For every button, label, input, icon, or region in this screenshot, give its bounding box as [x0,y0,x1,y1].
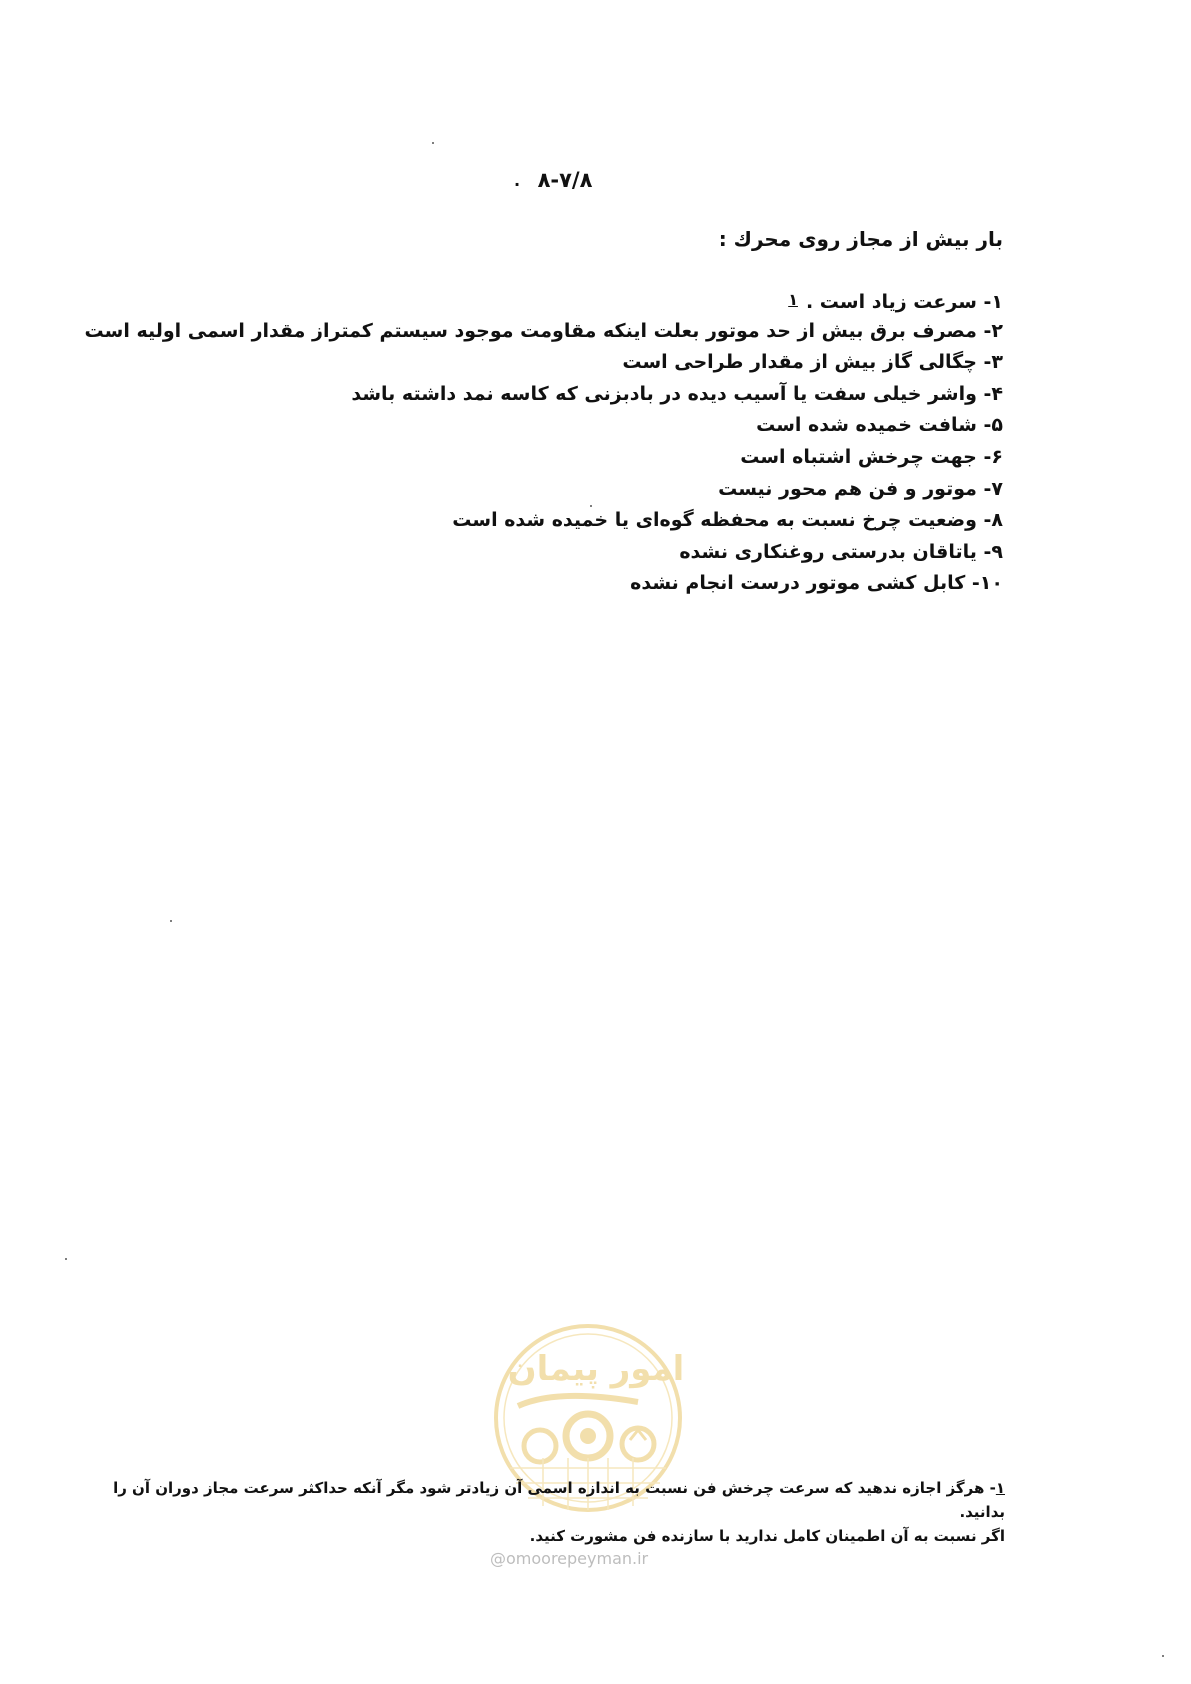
list-item: ۲- مصرف برق بیش از حد موتور بعلت اینکه مقاومت موجود سیستم کمتراز مقدار اسمی اولیه است [84,319,1003,342]
scan-speck [590,505,592,507]
list-item: ۶- جهت چرخش اشتباه است [740,445,1003,468]
list-item [63,284,1003,316]
watermark-text: امور پیمان [507,1349,685,1389]
list-item: ۵- شافت خمیده شده است [756,414,1003,437]
footnote-text-1: - هرگز اجازه ندهید که سرعت چرخش فن نسبت به اندازه اسمی آن زیادتر شود مگر آنکه حداکثر سرعت مجاز دوران آن را بدانید. [113,1479,1005,1521]
footnote-marker: ۱ [995,1479,1005,1497]
list-item: ۱۰- کابل کشی موتور درست انجام نشده [630,572,1003,595]
list-item: ۸- وضعیت چرخ نسبت به محفظه گوه‌ای یا خمیده شده است [452,509,1003,532]
section-heading: بار بیش از مجاز روی محرك : [718,227,1003,251]
list-item: ۷- موتور و فن هم محور نیست [718,477,1003,500]
list-item: ۹- یاتاقان بدرستی روغنکاری نشده [679,540,1003,563]
scan-speck [432,142,434,144]
page-number [514,168,610,198]
footnote-line-2: اگر نسبت به آن اطمینان کامل ندارید با سازنده فن مشورت کنید. [529,1527,1005,1545]
scan-speck [170,920,172,922]
list-item: ۴- واشر خیلی سفت یا آسیب دیده در بادبزنی که کاسه نمد داشته باشد [351,382,1003,405]
footnote-reference: ۱ [788,290,798,309]
list-item: ۳- چگالی گاز بیش از مقدار طراحی است [622,351,1003,374]
site-watermark: @omoorepeyman.ir [490,1549,649,1568]
footnote [105,1476,1005,1548]
list-item-text: ۱- سرعت زیاد است . [805,291,1003,313]
page-number-text: ۸-۷/۸ [537,168,593,192]
footnote-line-1 [105,1476,1005,1524]
scan-speck [65,1258,67,1260]
scan-speck [1162,1655,1164,1657]
causes-list [63,284,1003,600]
page-dot: . [514,171,522,190]
